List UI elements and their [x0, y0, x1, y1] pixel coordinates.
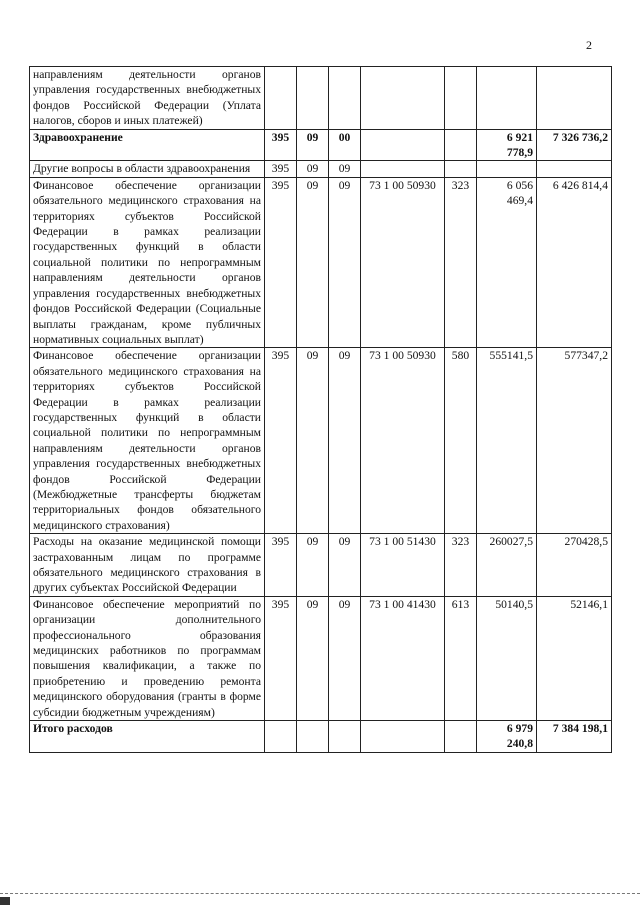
row-target-article: 73 1 00 50930 [361, 348, 445, 534]
row-admin-code: 395 [265, 534, 297, 597]
row-sum-year-2 [537, 161, 612, 177]
row-target-article [361, 67, 445, 130]
row-section-code: 09 [297, 177, 329, 347]
row-section-code [297, 67, 329, 130]
row-description: Финансовое обеспечение организации обязательного медицинского страхования на территориях субъектов Российской Федерации в рамках реализации государственных функций в области социальной политики по непрограммным направлениям деятельности органов управления государственных внебюджетных фондов Российской Федерации (Социальные выплаты гражданам, кроме публичных нормативных социальных выплат) [30, 177, 265, 347]
row-description: Другие вопросы в области здравоохранения [30, 161, 265, 177]
row-subsection-code: 09 [329, 596, 361, 720]
row-sum-year-2: 6 426 814,4 [537, 177, 612, 347]
table-row [30, 67, 612, 130]
table-row [30, 129, 612, 161]
row-expense-type: 323 [445, 177, 477, 347]
row-sum-year-2: 577347,2 [537, 348, 612, 534]
row-description: Здравоохранение [30, 129, 265, 161]
row-section-code: 09 [297, 534, 329, 597]
row-expense-type: 323 [445, 534, 477, 597]
row-description: Финансовое обеспечение мероприятий по организации дополнительного профессионального образования медицинских работников по программам повышения квалификации, а также по приобретению и проведению ремонта медицинского оборудования (гранты в форме субсидии бюджетным учреждениям) [30, 596, 265, 720]
row-sum-year-2: 7 326 736,2 [537, 129, 612, 161]
row-sum-year-2: 52146,1 [537, 596, 612, 720]
row-subsection-code [329, 67, 361, 130]
row-sum-year-2 [537, 67, 612, 130]
row-target-article [361, 161, 445, 177]
row-admin-code: 395 [265, 348, 297, 534]
row-section-code [297, 721, 329, 753]
row-admin-code [265, 67, 297, 130]
table-row [30, 177, 612, 347]
row-sum-year-2: 7 384 198,1 [537, 721, 612, 753]
row-description: Расходы на оказание медицинской помощи застрахованным лицам по программе обязательного медицинского страхования в других субъектах Российской Федерации [30, 534, 265, 597]
row-expense-type [445, 721, 477, 753]
table-row [30, 596, 612, 720]
row-description: Итого расходов [30, 721, 265, 753]
row-sum-year-1: 50140,5 [477, 596, 537, 720]
row-sum-year-2: 270428,5 [537, 534, 612, 597]
row-description: направлениям деятельности органов управления государственных внебюджетных фондов Российской Федерации (Уплата налогов, сборов и иных платежей) [30, 67, 265, 130]
row-subsection-code: 09 [329, 348, 361, 534]
scan-edge [0, 893, 640, 894]
row-expense-type: 613 [445, 596, 477, 720]
row-subsection-code [329, 721, 361, 753]
row-sum-year-1: 6 921 778,9 [477, 129, 537, 161]
row-admin-code: 395 [265, 177, 297, 347]
table-row [30, 721, 612, 753]
row-admin-code: 395 [265, 596, 297, 720]
row-admin-code: 395 [265, 129, 297, 161]
row-expense-type: 580 [445, 348, 477, 534]
row-target-article: 73 1 00 41430 [361, 596, 445, 720]
row-section-code: 09 [297, 596, 329, 720]
row-sum-year-1: 555141,5 [477, 348, 537, 534]
row-admin-code: 395 [265, 161, 297, 177]
row-sum-year-1 [477, 161, 537, 177]
table-row [30, 348, 612, 534]
scan-mark [0, 897, 10, 905]
row-subsection-code: 09 [329, 177, 361, 347]
row-expense-type [445, 67, 477, 130]
row-sum-year-1 [477, 67, 537, 130]
row-target-article: 73 1 00 51430 [361, 534, 445, 597]
table-row [30, 534, 612, 597]
row-sum-year-1: 260027,5 [477, 534, 537, 597]
row-subsection-code: 09 [329, 534, 361, 597]
row-admin-code [265, 721, 297, 753]
table-row [30, 161, 612, 177]
row-sum-year-1: 6 056 469,4 [477, 177, 537, 347]
row-section-code: 09 [297, 348, 329, 534]
page-number: 2 [586, 38, 592, 52]
row-target-article [361, 721, 445, 753]
row-subsection-code: 00 [329, 129, 361, 161]
row-expense-type [445, 161, 477, 177]
budget-table [29, 66, 612, 753]
row-subsection-code: 09 [329, 161, 361, 177]
row-section-code: 09 [297, 161, 329, 177]
row-description: Финансовое обеспечение организации обязательного медицинского страхования на территориях субъектов Российской Федерации в рамках реализации государственных функций в области социальной политики по непрограммным направлениям деятельности органов управления государственных внебюджетных фондов Российской Федерации (Межбюджетные трансферты бюджетам территориальных фондов обязательного медицинского страхования) [30, 348, 265, 534]
row-section-code: 09 [297, 129, 329, 161]
row-sum-year-1: 6 979 240,8 [477, 721, 537, 753]
table-body [30, 67, 612, 753]
row-expense-type [445, 129, 477, 161]
row-target-article [361, 129, 445, 161]
row-target-article: 73 1 00 50930 [361, 177, 445, 347]
